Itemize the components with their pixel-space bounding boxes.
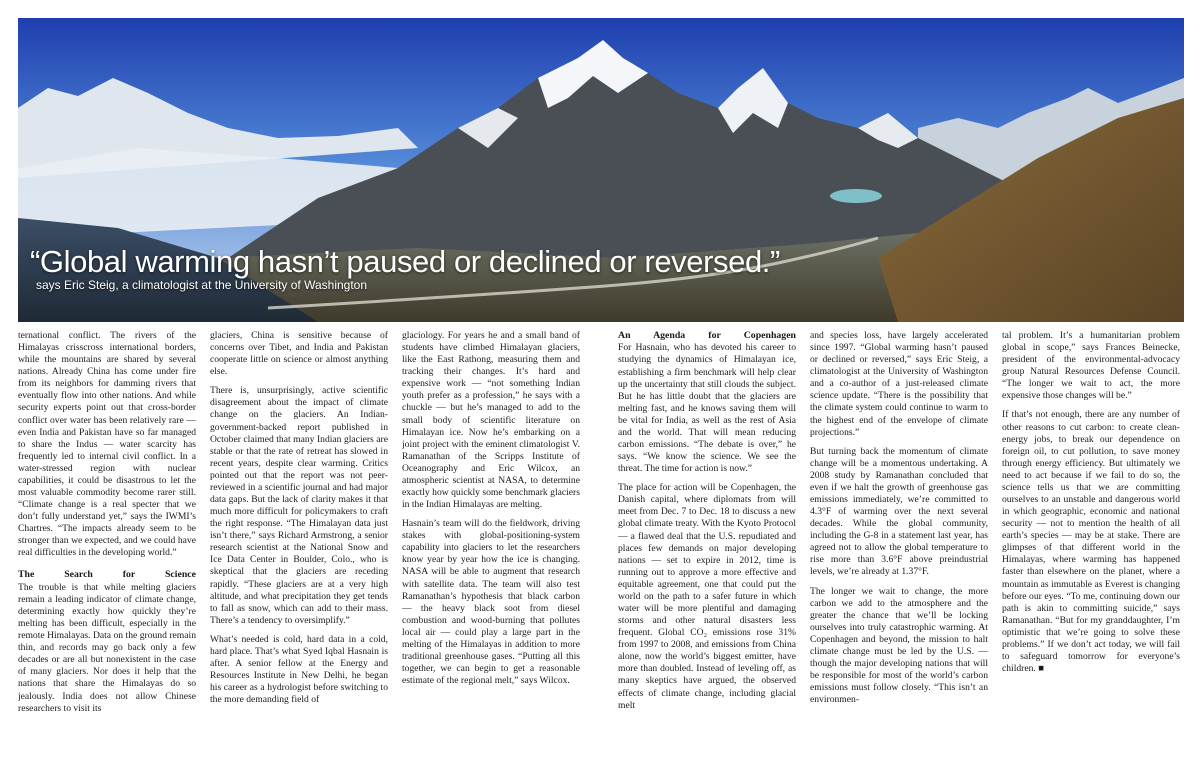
paragraph: The longer we wait to change, the more carbon we add to the atmosphere and the greater the chance that we’ll be locking ourselves into truly catastrophic warming. At Copenhagen and beyond, the mission to halt climate change must be led by the U.S. — though the major developing nations that will be responsible for most of the world’s carbon emissions must follow closely. “This isn’t an environmen- xyxy=(810,585,988,706)
article-column-2 xyxy=(210,330,388,770)
pull-quote: “Global warming hasn’t paused or declined or reversed.” xyxy=(30,244,780,279)
paragraph: The place for action will be Copenhagen, the Danish capital, where diplomats from will meet from Dec. 7 to Dec. 18 to discuss a new global climate treaty. With the Kyoto Protocol — a flawed deal that the U.S. repudiated and places few demands on major developing nations — set to expire in 2012, time is running out to approve a more effective and equitable agreement, one that could put the world on the path to a safer future in which water will be more plentiful and damaging storms and other natural disasters less frequent. Global CO₂ emissions rose 31% from 1997 to 2008, and emissions from China alone, now the world’s biggest emitter, have more than doubled. Instead of leveling off, as many skeptics have argued, the observed effects of climate change, including glacial melt xyxy=(618,482,796,711)
article-column-5 xyxy=(810,330,988,770)
paragraph: If that’s not enough, there are any number of other reasons to cut carbon: to create clean-energy jobs, to break our dependence on foreign oil, to cut pollution, to save money through energy efficiency. But ultimately we need to act because if we fail to do so, the science tells us that we are committing ourselves to an unstable and dangerous world in which geographic, economic and national security — not to mention the health of all earth’s species — may be at stake. There are glimpses of that different world in the Himalayas, where warming has happened faster than elsewhere on the planet, where a mountain as immutable as Everest is changing before our eyes. “To me, continuing down our path is akin to committing suicide,” says Ramanathan. “But for my granddaughter, I’m optimistic that we’re going to solve these problems.” If we don’t act today, we will fail to safeguard tomorrow for everyone’s children. ■ xyxy=(1002,409,1180,675)
paragraph: and species loss, have largely accelerated since 1997. “Global warming hasn’t paused or declined or reversed,” says Eric Steig, a climatologist at the University of Washington and a co-author of a just-released climate science update. “There is the possibility that the climate system could continue to warm to the highest end of the envelope of climate projections.” xyxy=(810,330,988,438)
paragraph: There is, unsurprisingly, active scientific disagreement about the impact of climate change on the glaciers. An Indian-government-backed report published in October claimed that many Indian glaciers are stable or that the rate of retreat has slowed in recent years, despite clear warming. Critics pointed out that the report was not peer-reviewed in a scientific journal and had major data gaps. But the lack of clarity makes it that much more difficult for policymakers to craft the right response. “The Himalayan data just isn’t there,” says Richard Armstrong, a senior research scientist at the National Snow and Ice Data Center in Boulder, Colo., who is skeptical that the glaciers are receding rapidly. “These glaciers are at a very high altitude, and what precipitation they get tends to fall as snow, which can add to their mass. There’s a tendency to oversimplify.” xyxy=(210,385,388,626)
paragraph: ternational conflict. The rivers of the Himalayas crisscross international borders, while the mountains are shared by several nations. Already China has come under fire from its neighbors for damming rivers that eventually flow into other nations. And while security experts point out that cross-border conflict over water has been relatively rare — even India and Pakistan have so far managed to share the Indus — water scarcity has frequently led to internal civil conflict. In a water-stressed region with nuclear capabilities, it could be disastrous to let the most valuable commodity become rarer still. “Climate change is a real specter that we don’t fully understand yet,” says the IWMI’s Chartres. “The impacts already seem to be stronger than we expected, and we could have real difficulties in the developing world.” xyxy=(18,330,196,559)
paragraph: glaciers, China is sensitive because of concerns over Tibet, and India and Pakistan cooperate little on science or almost anything else. xyxy=(210,330,388,378)
paragraph: For Hasnain, who has devoted his career to studying the dynamics of Himalayan ice, establishing a firm benchmark will help clear up the uncertainty that still clouds the subject. But he has little doubt that the glaciers are melting fast, and he knows saving them will be vital for India, as well as the rest of Asia and the world. That will mean reducing carbon emissions. “The debate is over,” he says. “We know the science. We see the threat. The time for action is now.” xyxy=(618,342,796,475)
paragraph: But turning back the momentum of climate change will be a momentous undertaking. A 2008 study by Ramanathan concluded that even if we halt the growth of greenhouse gas emissions immediately, we’re committed to 4.3°F of warming over the next several decades. While the global community, including the G-8 in a statement last year, has agreed not to allow the global temperature to rise more than 3.6°F above preindustrial levels, we’re already at 1.37°F. xyxy=(810,445,988,578)
paragraph: glaciology. For years he and a small band of students have climbed Himalayan glaciers, like the East Rathong, measuring them and tracking their changes. It’s hard and expensive work — “not something Indian youth prefer as a profession,” he says with a chuckle — but he’s managed to add to the small body of scientific literature on Himalayan ice. Now he’s embarking on a joint project with the eminent climatologist V. Ramanathan of the Scripps Institute of Oceanography and Eric Wilcox, an atmospheric scientist at NASA, to determine exactly how quickly some benchmark glaciers in the Indian Himalayas are melting. xyxy=(402,330,580,511)
paragraph: Hasnain’s team will do the fieldwork, driving stakes with global-positioning-system capability into glaciers to let the researchers know year by year how the ice is changing. NASA will be able to augment that research with satellite data. The team will also test Ramanathan’s hypothesis that black carbon — the heavy black soot from diesel combustion and wood-burning that pollutes local air — could play a large part in the melting of the Himalayas in addition to more traditional greenhouse gases. “Putting all this together, we can begin to get a reasonable estimate of the regional melt,” says Wilcox. xyxy=(402,518,580,687)
article-column-6 xyxy=(1002,330,1180,770)
hero-photo xyxy=(18,18,1184,322)
section-heading: The Search for Science xyxy=(18,569,196,581)
article-column-4 xyxy=(618,330,796,770)
paragraph: What’s needed is cold, hard data in a cold, hard place. That’s what Syed Iqbal Hasnain is after. A senior fellow at the Energy and Resources Institute in New Delhi, he began his career as a hydrologist before switching to the more demanding field of xyxy=(210,633,388,706)
quote-attribution: says Eric Steig, a climatologist at the University of Washington xyxy=(36,278,368,292)
paragraph: The trouble is that while melting glaciers remain a leading indicator of climate change, determining exactly how quickly they’re melting has been difficult, especially in the remote Himalayas. Data on the ground remain thin, and records may go back only a few decades or are all but nonexistent in the case of many glaciers. Nor does it help that the nations that share the Himalayas do so jealously. India does not allow Chinese researchers to visit its xyxy=(18,581,196,714)
paragraph: tal problem. It’s a humanitarian problem global in scope,” says Frances Beinecke, president of the environmental-advocacy group Natural Resources Defense Council. “The longer we wait to act, the more expensive those changes will be.” xyxy=(1002,330,1180,402)
article-column-3 xyxy=(402,330,580,770)
section-heading: An Agenda for Copenhagen xyxy=(618,330,796,341)
article-column-1 xyxy=(18,330,196,770)
